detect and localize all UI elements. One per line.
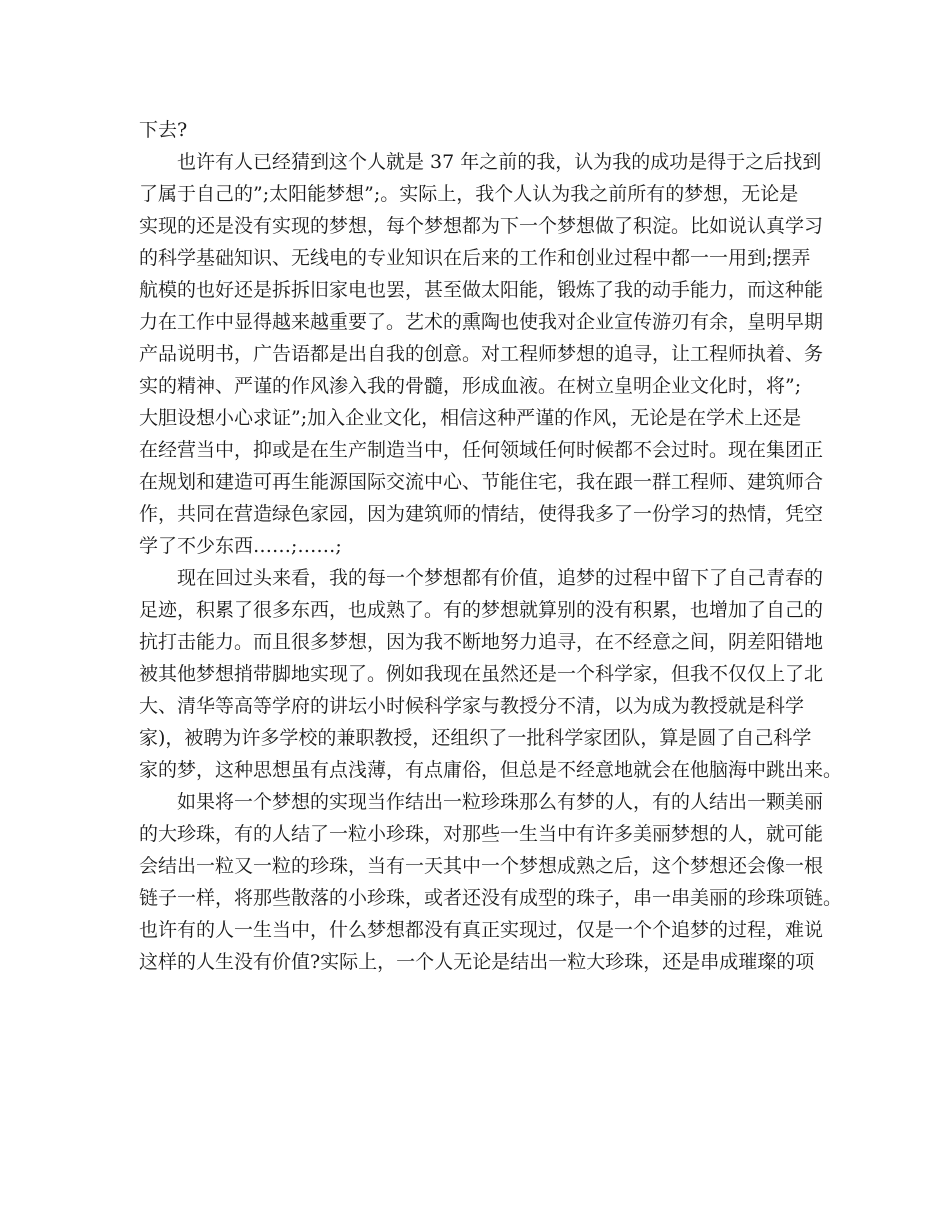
paragraph-first-line: 现在回过头来看，我的每一个梦想都有价值，追梦的过程中留下了自己青春的 xyxy=(177,567,824,589)
text-line: 被其他梦想捎带脚地实现了。例如我现在虽然还是一个科学家，但我不仅仅上了北 xyxy=(139,663,824,685)
text-line: 在规划和建造可再生能源国际交流中心、节能住宅，我在跟一群工程师、建筑师合 xyxy=(139,471,824,493)
text-line: 的大珍珠，有的人结了一粒小珍珠，对那些一生当中有许多美丽梦想的人，就可能 xyxy=(139,823,824,845)
text-line: 力在工作中显得越来越重要了。艺术的熏陶也使我对企业宣传游刃有余，皇明早期 xyxy=(139,311,824,333)
text-line: 产品说明书，广告语都是出自我的创意。对工程师梦想的追寻，让工程师执着、务 xyxy=(139,343,824,365)
paragraph-first-line: 如果将一个梦想的实现当作结出一粒珍珠那么有梦的人，有的人结出一颗美丽 xyxy=(177,791,824,813)
text-line: 会结出一粒又一粒的珍珠，当有一天其中一个梦想成熟之后，这个梦想还会像一根 xyxy=(139,855,824,877)
text-line: 实现的还是没有实现的梦想，每个梦想都为下一个梦想做了积淀。比如说认真学习 xyxy=(139,215,824,237)
text-line: 也许有的人一生当中，什么梦想都没有真正实现过，仅是一个个追梦的过程，难说 xyxy=(139,919,824,941)
text-line: 下去? xyxy=(139,119,188,141)
text-line: 的科学基础知识、无线电的专业知识在后来的工作和创业过程中都一一用到;摆弄 xyxy=(139,247,811,269)
document-body xyxy=(139,114,843,978)
text-line: 了属于自己的”;太阳能梦想”;。实际上，我个人认为我之前所有的梦想，无论是 xyxy=(139,183,799,205)
text-line: 学了不少东西……;……; xyxy=(139,535,342,557)
text-line: 大、清华等高等学府的讲坛小时候科学家与教授分不清，以为成为教授就是科学 xyxy=(139,695,805,717)
text-line: 足迹，积累了很多东西，也成熟了。有的梦想就算别的没有积累，也增加了自己的 xyxy=(139,599,824,621)
paragraph-first-line: 也许有人已经猜到这个人就是 37 年之前的我，认为我的成功是得于之后找到 xyxy=(177,151,822,173)
text-line: 大胆设想小心求证”;加入企业文化，相信这种严谨的作风，无论是在学术上还是 xyxy=(139,407,802,429)
text-line: 实的精神、严谨的作风渗入我的骨髓，形成血液。在树立皇明企业文化时，将”; xyxy=(139,375,802,397)
text-line: 作，共同在营造绿色家园，因为建筑师的情结，使得我多了一份学习的热情，凭空 xyxy=(139,503,824,525)
text-line: 这样的人生没有价值?实际上，一个人无论是结出一粒大珍珠，还是串成璀璨的项 xyxy=(139,951,815,973)
text-line: 链子一样，将那些散落的小珍珠，或者还没有成型的珠子，串一串美丽的珍珠项链。 xyxy=(139,887,843,909)
text-line: 抗打击能力。而且很多梦想，因为我不断地努力追寻，在不经意之间，阴差阳错地 xyxy=(139,631,824,653)
text-line: 家)，被聘为许多学校的兼职教授，还组织了一批科学家团队，算是圆了自己科学 xyxy=(139,727,812,749)
text-line: 在经营当中，抑或是在生产制造当中，任何领域任何时候都不会过时。现在集团正 xyxy=(139,439,824,461)
text-line: 航模的也好还是拆拆旧家电也罢，甚至做太阳能，锻炼了我的动手能力，而这种能 xyxy=(139,279,824,301)
text-line: 家的梦，这种思想虽有点浅薄，有点庸俗，但总是不经意地就会在他脑海中跳出来。 xyxy=(139,759,843,781)
